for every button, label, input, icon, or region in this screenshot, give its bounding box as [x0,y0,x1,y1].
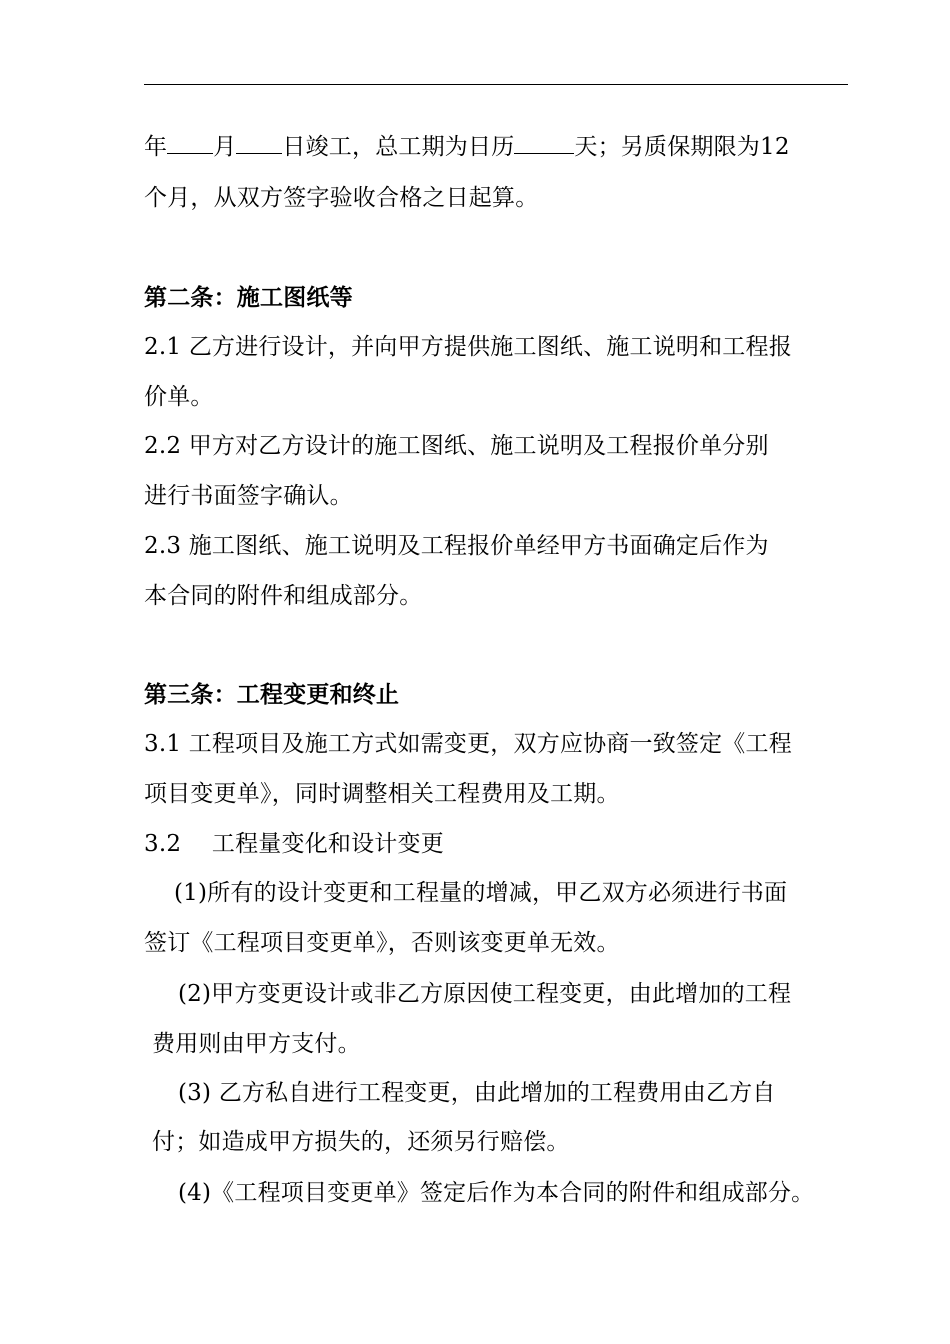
clause-2-2-cont: 进行书面签字确认。 [144,483,353,509]
item-2: (2)甲方变更设计或非乙方原因使工程变更，由此增加的工程 [178,981,792,1007]
text-segment: 月 [213,134,237,160]
fill-blank-days [514,133,574,154]
clause-3-1-cont: 项目变更单》，同时调整相关工程费用及工期。 [144,781,620,807]
item-2-cont: 费用则由甲方支付。 [152,1031,361,1057]
clause-2-3: 2.3 施工图纸、施工说明及工程报价单经甲方书面确定后作为 [144,533,769,559]
clause-3-1: 3.1 工程项目及施工方式如需变更，双方应协商一致签定《工程 [144,731,792,757]
section-heading-3: 第三条：工程变更和终止 [144,681,400,708]
fill-blank-month [167,133,213,154]
clause-2-1: 2.1 乙方进行设计，并向甲方提供施工图纸、施工说明和工程报 [144,334,792,360]
text-segment: 天；另质保期限为12 [574,134,790,160]
clause-3-2: 3.2 工程量变化和设计变更 [144,831,444,857]
text-line [144,132,790,162]
clause-2-1-cont: 价单。 [144,384,214,410]
text-segment: 年 [144,134,168,160]
clause-2-2: 2.2 甲方对乙方设计的施工图纸、施工说明及工程报价单分别 [144,433,769,459]
item-3-cont: 付；如造成甲方损失的，还须另行赔偿。 [152,1129,570,1155]
header-rule [144,84,848,85]
item-1-cont: 签订《工程项目变更单》，否则该变更单无效。 [144,930,620,956]
text-segment: 日竣工，总工期为日历 [282,134,515,160]
text-line: 个月，从双方签字验收合格之日起算。 [144,185,539,211]
section-heading-2: 第二条：施工图纸等 [144,284,353,311]
clause-2-3-cont: 本合同的附件和组成部分。 [144,583,423,609]
fill-blank-day [236,133,282,154]
item-4: (4)《工程项目变更单》签定后作为本合同的附件和组成部分。 [178,1180,815,1206]
item-1: (1)所有的设计变更和工程量的增减，甲乙双方必须进行书面 [174,880,788,906]
item-3: (3) 乙方私自进行工程变更，由此增加的工程费用由乙方自 [178,1080,776,1106]
